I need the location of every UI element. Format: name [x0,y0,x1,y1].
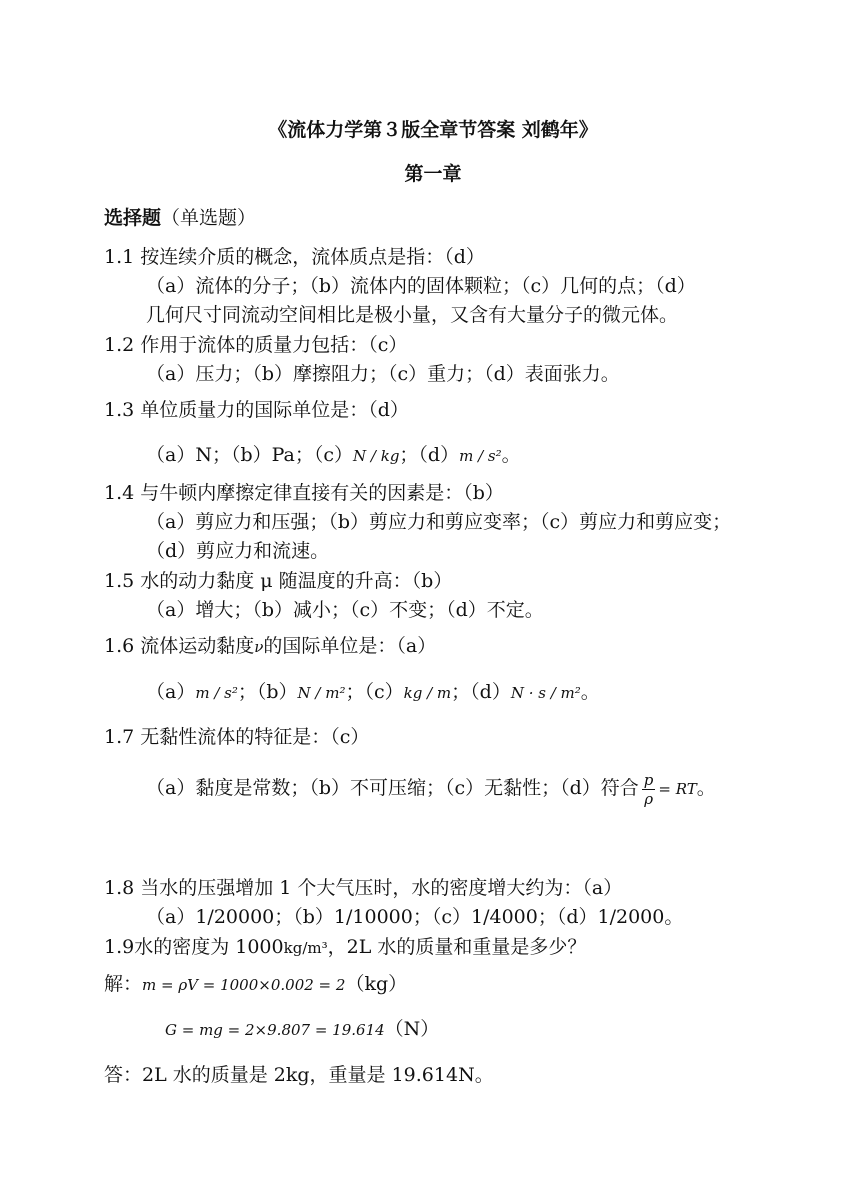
fraction-denominator: ρ [644,789,654,808]
question-1-3-option-d-formula: m / s² [459,447,502,465]
question-1-7-options-text: （a）黏度是常数；（b）不可压缩；（c）无黏性；（d）符合 [146,777,639,799]
document-title: 《流体力学第３版全章节答案 刘鹤年》 [268,119,598,141]
question-1-6-option-c-formula: kg / m [403,684,452,702]
question-1-7-end: 。 [696,777,716,799]
question-1-1-options-line2: 几何尺寸同流动空间相比是极小量，又含有大量分子的微元体。 [146,304,679,326]
question-1-3-options [146,443,521,468]
question-1-7-options [146,770,716,808]
solution-line-2 [165,1017,439,1042]
question-1-1-stem: 1.1 按连续介质的概念，流体质点是指：（d） [104,246,485,268]
section-heading [104,206,256,230]
question-1-9-stem [104,935,586,960]
chapter-heading: 第一章 [404,163,462,185]
question-1-3-separator: ；（d） [399,444,460,466]
question-1-2-stem: 1.2 作用于流体的质量力包括：（c） [104,334,408,356]
question-1-6-option-d-formula: N · s / m² [510,684,581,702]
question-1-3-end: 。 [501,444,521,466]
ideal-gas-fraction [642,771,656,808]
question-1-6-option-d-label: ；（d） [451,681,511,703]
kinematic-viscosity-symbol: ν [254,638,264,656]
solution-label: 解： [104,973,143,995]
question-1-9-stem-post: ，2L 水的质量和重量是多少？ [327,936,587,958]
question-1-8-stem: 1.8 当水的压强增加 1 个大气压时，水的密度增大约为：（a） [104,877,623,899]
weight-unit: （N） [384,1018,440,1040]
question-1-6-stem-pre: 1.6 流体运动黏度 [104,635,255,657]
question-1-6-option-b-label: ；（b） [237,681,298,703]
solution-line-1 [104,972,407,997]
question-1-3-options-ab: （a）N；（b）Pa；（c） [146,444,354,466]
fraction-numerator: p [643,770,654,789]
question-1-5-stem: 1.5 水的动力黏度 μ 随温度的升高：（b） [104,570,453,592]
weight-equation: G = mg = 2×9.807 = 19.614 [165,1021,385,1039]
mass-unit: （kg） [345,973,408,995]
question-1-6-option-a-label: （a） [146,681,196,703]
question-1-5-options: （a）增大；（b）减小；（c）不变；（d）不定。 [146,599,544,621]
question-1-7-stem: 1.7 无黏性流体的特征是：（c） [104,726,370,748]
question-1-2-options: （a）压力；（b）摩擦阻力；（c）重力；（d）表面张力。 [146,363,620,385]
question-1-8-options: （a）1/20000；（b）1/10000；（c）1/4000；（d）1/2000。 [146,906,684,928]
question-1-9-stem-pre: 1.9水的密度为 1000 [104,936,284,958]
question-1-6-option-c-label: ；（c） [345,681,404,703]
question-1-6-options [146,680,600,705]
question-1-4-options-line2: （d）剪应力和流速。 [146,540,330,562]
question-1-6-option-b-formula: N / m² [297,684,346,702]
answer-line: 答：2L 水的质量是 2kg，重量是 19.614N。 [104,1064,494,1086]
question-1-4-stem: 1.4 与牛顿内摩擦定律直接有关的因素是：（b） [104,482,504,504]
question-1-6-stem-post: 的国际单位是：（a） [263,635,437,657]
ideal-gas-rhs: = RT [658,780,697,798]
question-1-6-end: 。 [580,681,600,703]
section-title: 选择题 [104,207,162,229]
question-1-3-option-c-formula: N / kg [353,447,400,465]
density-unit: kg/m³ [283,939,328,957]
mass-equation: m = ρV = 1000×0.002 = 2 [142,976,346,994]
question-1-1-options-line1: （a）流体的分子；（b）流体内的固体颗粒；（c）几何的点；（d） [146,275,696,297]
question-1-6-stem [104,634,436,659]
question-1-6-option-a-formula: m / s² [195,684,238,702]
question-1-4-options-line1: （a）剪应力和压强；（b）剪应力和剪应变率；（c）剪应力和剪应变； [146,511,732,533]
question-1-3-stem: 1.3 单位质量力的国际单位是：（d） [104,399,409,421]
section-note: （单选题） [161,207,257,229]
